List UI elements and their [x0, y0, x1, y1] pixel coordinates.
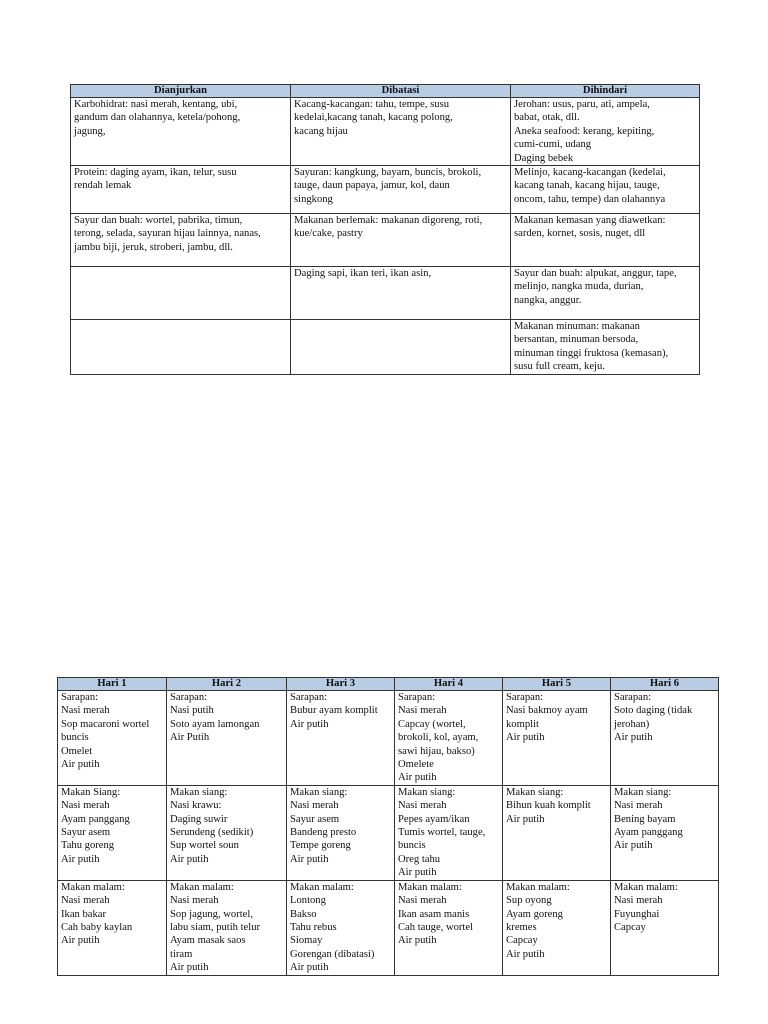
cell-text-line: kacang tanah, kacang hijau, tauge,	[514, 180, 660, 192]
cell-text-line: Nasi merah	[61, 705, 110, 717]
column-header: Hari 3	[287, 678, 395, 691]
cell-text-line: Bakso	[290, 908, 317, 920]
cell-text-line: Sayur dan buah: alpukat, anggur, tape,	[514, 268, 677, 280]
column-header: Dibatasi	[291, 85, 511, 98]
table-cell	[611, 785, 719, 880]
cell-text-line: Makan Siang:	[61, 786, 121, 798]
cell-text-line: Makan siang:	[506, 786, 564, 798]
table-cell	[71, 98, 291, 166]
cell-text-line: Tumis wortel, tauge,	[398, 827, 486, 839]
cell-text-line: Makan siang:	[614, 786, 672, 798]
cell-text-line: Sarapan:	[614, 692, 652, 703]
table-cell	[167, 785, 287, 880]
column-header: Hari 4	[395, 678, 503, 691]
cell-text-line: Bihun kuah komplit	[506, 800, 591, 812]
daily-menu-table	[57, 677, 719, 976]
cell-text-line: Air putih	[506, 813, 545, 825]
cell-text-line: sawi hijau, bakso)	[398, 745, 475, 757]
cell-text-line: Cah baby kaylan	[61, 921, 133, 933]
cell-text-line: nangka, anggur.	[514, 294, 582, 306]
table-row	[58, 691, 719, 786]
cell-text-line: Gorengan (dibatasi)	[290, 948, 375, 960]
cell-text-line: Sarapan:	[506, 692, 544, 703]
table-cell	[291, 320, 511, 375]
table-cell	[395, 691, 503, 786]
table-cell	[287, 785, 395, 880]
column-header: Dianjurkan	[71, 85, 291, 98]
cell-text-line: Fuyunghai	[614, 908, 660, 920]
cell-text-line: Air putih	[170, 962, 209, 974]
cell-text-line: Air putih	[398, 772, 437, 784]
cell-text-line: Nasi merah	[61, 800, 110, 812]
cell-text-line: Air putih	[290, 853, 329, 865]
cell-text-line: Air putih	[614, 840, 653, 852]
cell-text-line: babat, otak, dll.	[514, 112, 580, 124]
table-cell	[511, 98, 700, 166]
table-cell	[503, 691, 611, 786]
cell-text-line: Makan siang:	[170, 786, 228, 798]
cell-text-line: buncis	[398, 840, 426, 852]
cell-text-line: Air putih	[170, 853, 209, 865]
cell-text-line: Omelete	[398, 759, 434, 771]
cell-text-line: Air putih	[506, 732, 545, 744]
cell-text-line: kedelai,kacang tanah, kacang polong,	[294, 112, 453, 124]
cell-text-line: Makan siang:	[398, 786, 456, 798]
cell-text-line: Makan malam:	[398, 881, 462, 893]
cell-text-line: Sayur dan buah: wortel, pabrika, timun,	[74, 215, 243, 227]
cell-text-line: Siomay	[290, 935, 323, 947]
cell-text-line: Bubur ayam komplit	[290, 705, 378, 717]
cell-text-line: Air putih	[61, 853, 100, 865]
cell-text-line: Air putih	[506, 948, 545, 960]
table-cell	[71, 267, 291, 320]
table-row	[58, 880, 719, 975]
cell-text-line: Ayam masak saos	[170, 935, 246, 947]
cell-text-line: Air putih	[398, 935, 437, 947]
cell-text-line: kacang hijau	[294, 125, 348, 137]
table-cell	[287, 691, 395, 786]
cell-text-line: Sop macaroni wortel	[61, 718, 150, 730]
column-header: Hari 2	[167, 678, 287, 691]
cell-text-line: Ayam goreng	[506, 908, 563, 920]
cell-text-line: cumi-cumi, udang	[514, 139, 592, 151]
cell-text-line: Serundeng (sedikit)	[170, 827, 254, 839]
table-cell	[167, 691, 287, 786]
cell-text-line: Karbohidrat: nasi merah, kentang, ubi,	[74, 99, 238, 110]
cell-text-line: Sayur asem	[290, 813, 340, 825]
cell-text-line: melinjo, nangka muda, durian,	[514, 281, 644, 293]
table-cell	[58, 785, 167, 880]
table-row	[71, 166, 700, 214]
cell-text-line: Air putih	[398, 867, 437, 879]
cell-text-line: Ikan asam manis	[398, 908, 470, 920]
cell-text-line: Nasi krawu:	[170, 800, 222, 812]
cell-text-line: Makanan minuman: makanan	[514, 321, 640, 333]
cell-text-line: buncis	[61, 732, 89, 744]
cell-text-line: Air putih	[61, 935, 100, 947]
table-row	[71, 267, 700, 320]
cell-text-line: Makanan kemasan yang diawetkan:	[514, 215, 666, 227]
cell-text-line: rendah lemak	[74, 180, 132, 192]
table-cell	[71, 320, 291, 375]
cell-text-line: Sayur asem	[61, 827, 111, 839]
table-cell	[291, 98, 511, 166]
table-cell	[511, 166, 700, 214]
cell-text-line: kue/cake, pastry	[294, 228, 363, 240]
cell-text-line: Sarapan:	[398, 692, 436, 703]
cell-text-line: minuman tinggi fruktosa (kemasan),	[514, 347, 669, 359]
cell-text-line: Air putih	[290, 962, 329, 974]
table-cell	[291, 214, 511, 267]
table-cell	[611, 880, 719, 975]
food-recommendation-table	[70, 84, 700, 375]
table-cell	[395, 880, 503, 975]
cell-text-line: Bandeng presto	[290, 827, 357, 839]
cell-text-line: bersantan, minuman bersoda,	[514, 334, 639, 346]
column-header: Hari 1	[58, 678, 167, 691]
cell-text-line: jambu biji, jeruk, stroberi, jambu, dll.	[74, 241, 233, 253]
cell-text-line: singkong	[294, 193, 333, 205]
cell-text-line: Pepes ayam/ikan	[398, 813, 470, 825]
table-cell	[395, 785, 503, 880]
cell-text-line: Tempe goreng	[290, 840, 351, 852]
cell-text-line: Sarapan:	[290, 692, 328, 703]
cell-text-line: Cah tauge, wortel	[398, 921, 474, 933]
table-cell	[511, 214, 700, 267]
cell-text-line: Tahu goreng	[61, 840, 115, 852]
cell-text-line: Daging sapi, ikan teri, ikan asin,	[294, 268, 432, 280]
cell-text-line: Air Putih	[170, 732, 210, 744]
table-cell	[503, 785, 611, 880]
cell-text-line: Capcay	[614, 921, 646, 933]
table-cell	[511, 267, 700, 320]
cell-text-line: brokoli, kol, ayam,	[398, 732, 479, 744]
cell-text-line: Sup wortel soun	[170, 840, 239, 852]
table-cell	[71, 166, 291, 214]
table-cell	[287, 880, 395, 975]
cell-text-line: Nasi merah	[61, 895, 110, 907]
table-cell	[611, 691, 719, 786]
cell-text-line: labu siam, putih telur	[170, 921, 261, 933]
cell-text-line: Makanan berlemak: makanan digoreng, roti,	[294, 215, 483, 227]
table-cell	[511, 320, 700, 375]
table-cell	[291, 166, 511, 214]
cell-text-line: Makan malam:	[614, 881, 678, 893]
cell-text-line: jerohan)	[614, 718, 650, 730]
cell-text-line: Kacang-kacangan: tahu, tempe, susu	[294, 99, 450, 110]
column-header: Hari 5	[503, 678, 611, 691]
cell-text-line: Nasi merah	[170, 895, 219, 907]
cell-text-line: tiram	[170, 948, 193, 960]
table-row	[71, 98, 700, 166]
cell-text-line: kremes	[506, 921, 537, 933]
cell-text-line: terong, selada, sayuran hijau lainnya, nanas,	[74, 228, 261, 240]
cell-text-line: Oreg tahu	[398, 853, 441, 865]
cell-text-line: Nasi merah	[398, 800, 447, 812]
cell-text-line: Sayuran: kangkung, bayam, buncis, brokoli,	[294, 167, 482, 179]
cell-text-line: Bening bayam	[614, 813, 676, 825]
cell-text-line: Soto daging (tidak	[614, 705, 693, 717]
cell-text-line: Air putih	[61, 759, 100, 771]
cell-text-line: Nasi bakmoy ayam	[506, 705, 588, 717]
cell-text-line: Makan malam:	[170, 881, 234, 893]
cell-text-line: Protein: daging ayam, ikan, telur, susu	[74, 167, 237, 179]
cell-text-line: Nasi merah	[614, 895, 663, 907]
cell-text-line: Makan malam:	[61, 881, 125, 893]
cell-text-line: Sarapan:	[170, 692, 208, 703]
cell-text-line: Ikan bakar	[61, 908, 106, 920]
column-header: Dihindari	[511, 85, 700, 98]
table-row	[71, 214, 700, 267]
cell-text-line: Air putih	[290, 718, 329, 730]
table-body	[58, 691, 719, 976]
cell-text-line: gandum dan olahannya, ketela/pohong,	[74, 112, 241, 124]
cell-text-line: Sup oyong	[506, 895, 552, 907]
cell-text-line: jagung,	[74, 125, 106, 137]
cell-text-line: Nasi merah	[290, 800, 339, 812]
table-cell	[167, 880, 287, 975]
table-cell	[58, 691, 167, 786]
cell-text-line: Soto ayam lamongan	[170, 718, 260, 730]
cell-text-line: Nasi merah	[614, 800, 663, 812]
cell-text-line: komplit	[506, 718, 539, 730]
cell-text-line: Aneka seafood: kerang, kepiting,	[514, 125, 655, 137]
cell-text-line: Makan malam:	[290, 881, 354, 893]
cell-text-line: Sop jagung, wortel,	[170, 908, 253, 920]
cell-text-line: susu full cream, keju.	[514, 361, 605, 373]
table-cell	[503, 880, 611, 975]
cell-text-line: Sarapan:	[61, 692, 99, 703]
cell-text-line: Daging bebek	[514, 152, 574, 164]
table-cell	[58, 880, 167, 975]
cell-text-line: Nasi merah	[398, 895, 447, 907]
cell-text-line: sarden, kornet, sosis, nuget, dll	[514, 228, 646, 240]
cell-text-line: Lontong	[290, 895, 326, 907]
table-header-row	[58, 678, 719, 691]
table-cell	[71, 214, 291, 267]
table-body	[71, 98, 700, 375]
cell-text-line: Daging suwir	[170, 813, 228, 825]
cell-text-line: Tahu rebus	[290, 921, 337, 933]
cell-text-line: oncom, tahu, tempe) dan olahannya	[514, 193, 666, 205]
cell-text-line: Nasi merah	[398, 705, 447, 717]
cell-text-line: Capcay (wortel,	[398, 718, 466, 730]
cell-text-line: Melinjo, kacang-kacangan (kedelai,	[514, 167, 666, 179]
cell-text-line: Makan siang:	[290, 786, 348, 798]
column-header: Hari 6	[611, 678, 719, 691]
cell-text-line: Ayam panggang	[61, 813, 130, 825]
table-cell	[291, 267, 511, 320]
cell-text-line: Makan malam:	[506, 881, 570, 893]
cell-text-line: Capcay	[506, 935, 538, 947]
cell-text-line: Ayam panggang	[614, 827, 683, 839]
cell-text-line: tauge, daun papaya, jamur, kol, daun	[294, 180, 450, 192]
cell-text-line: Nasi putih	[170, 705, 214, 717]
cell-text-line: Air putih	[614, 732, 653, 744]
table-row	[58, 785, 719, 880]
cell-text-line: Jerohan: usus, paru, ati, ampela,	[514, 99, 650, 110]
table-header-row	[71, 85, 700, 98]
table-row	[71, 320, 700, 375]
cell-text-line: Omelet	[61, 745, 93, 757]
